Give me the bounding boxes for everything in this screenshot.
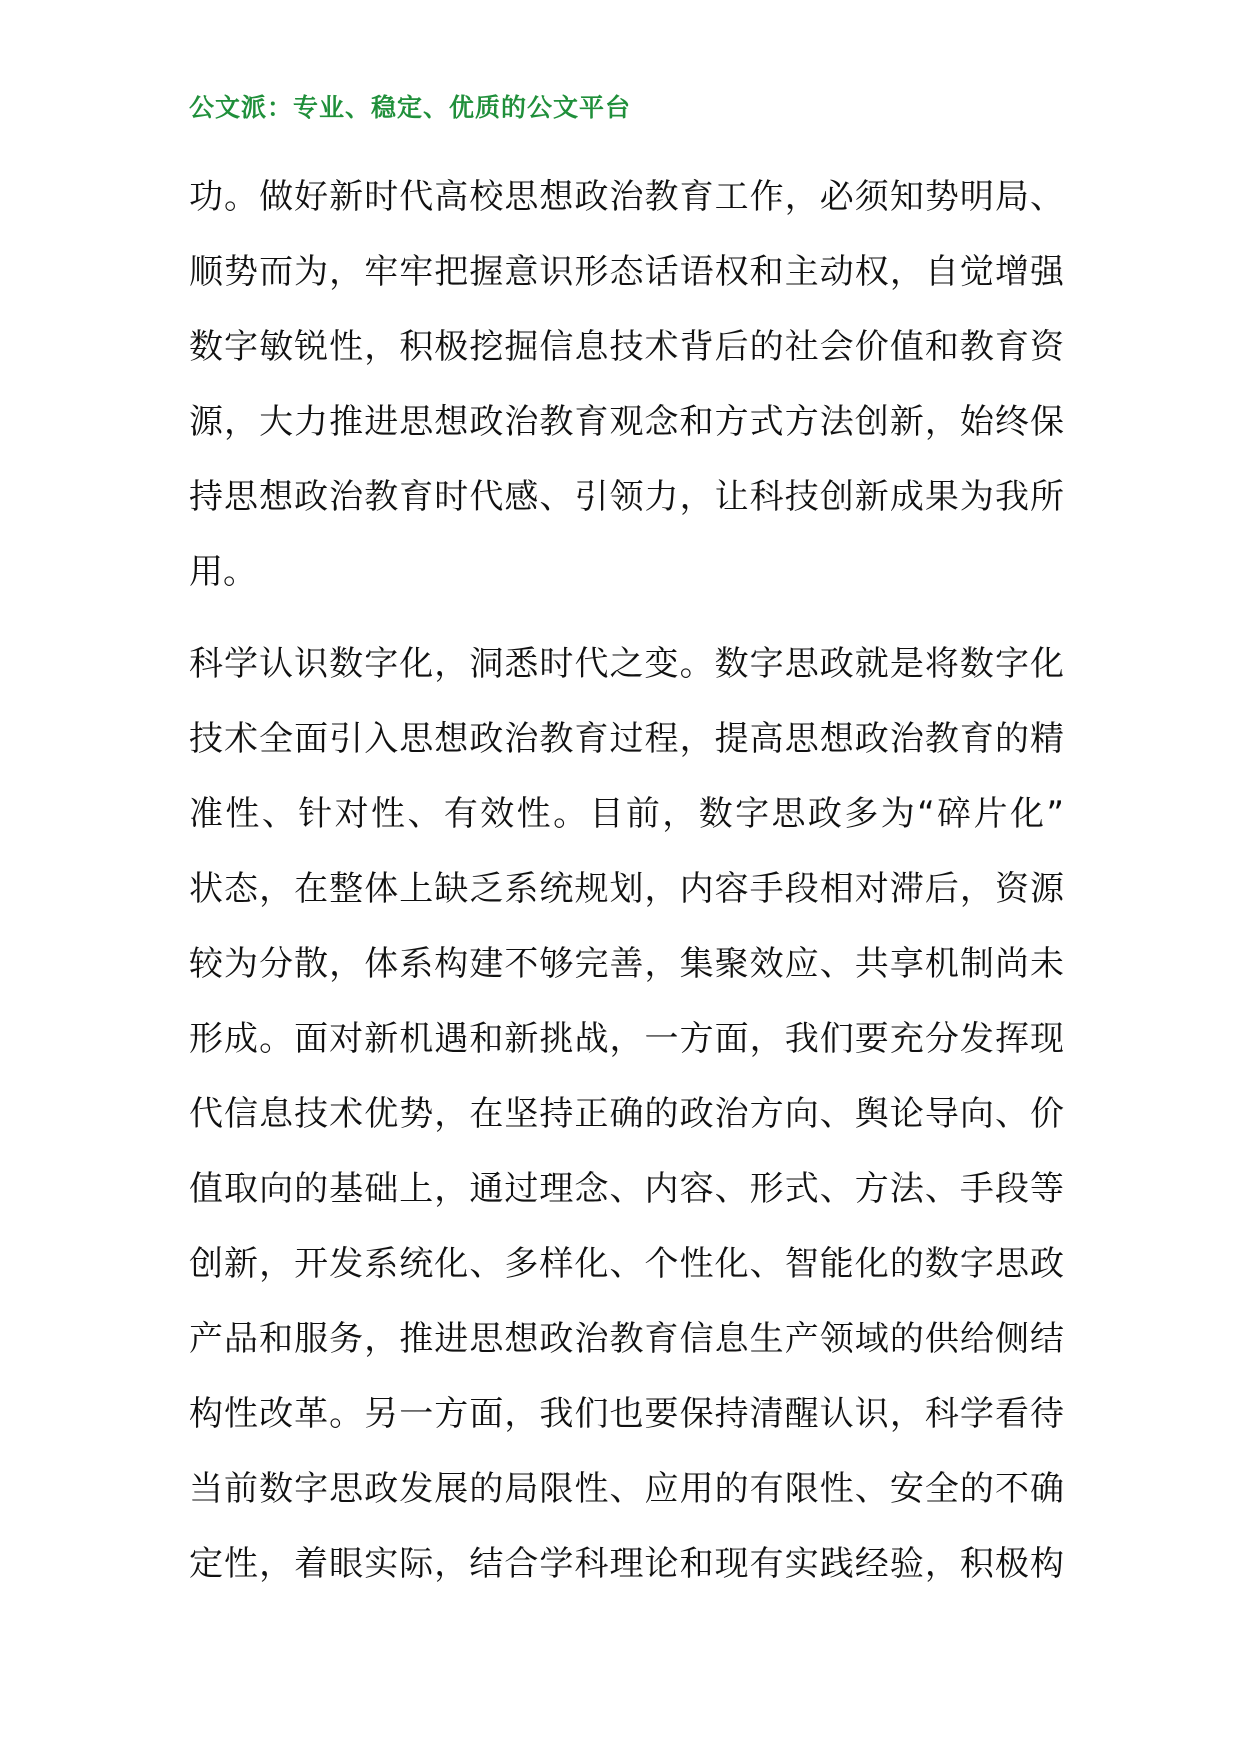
- text-line: 源，大力推进思想政治教育观念和方式方法创新，始终保: [189, 402, 1064, 442]
- text-line: 较为分散，体系构建不够完善，集聚效应、共享机制尚未: [189, 944, 1064, 984]
- paragraph-spacer: [189, 610, 1064, 627]
- text-line: 定性，着眼实际，结合学科理论和现有实践经验，积极构: [189, 1544, 1064, 1584]
- text-line: 技术全面引入思想政治教育过程，提高思想政治教育的精: [189, 719, 1064, 759]
- document-body: [189, 160, 1064, 1602]
- text-line: 状态，在整体上缺乏系统规划，内容手段相对滞后，资源: [189, 869, 1064, 909]
- text-line: 持思想政治教育时代感、引领力，让科技创新成果为我所: [189, 477, 1064, 517]
- text-line: 构性改革。另一方面，我们也要保持清醒认识，科学看待: [189, 1394, 1064, 1434]
- text-line: 代信息技术优势，在坚持正确的政治方向、舆论导向、价: [189, 1094, 1064, 1134]
- page-header: 公文派：专业、稳定、优质的公文平台: [189, 93, 632, 122]
- text-line: 准性、针对性、有效性。目前，数字思政多为“碎片化”: [189, 794, 1064, 834]
- text-line: 顺势而为，牢牢把握意识形态话语权和主动权，自觉增强: [189, 252, 1064, 292]
- paragraph: [189, 627, 1064, 1602]
- text-line: 用。: [189, 552, 257, 592]
- text-line: 形成。面对新机遇和新挑战，一方面，我们要充分发挥现: [189, 1019, 1064, 1059]
- text-line: 当前数字思政发展的局限性、应用的有限性、安全的不确: [189, 1469, 1064, 1509]
- text-line: 功。做好新时代高校思想政治教育工作，必须知势明局、: [189, 177, 1064, 217]
- paragraph: [189, 160, 1064, 610]
- text-line: 值取向的基础上，通过理念、内容、形式、方法、手段等: [189, 1169, 1064, 1209]
- text-line: 创新，开发系统化、多样化、个性化、智能化的数字思政: [189, 1244, 1064, 1284]
- text-line: 产品和服务，推进思想政治教育信息生产领域的供给侧结: [189, 1319, 1064, 1359]
- text-line: 科学认识数字化，洞悉时代之变。数字思政就是将数字化: [189, 644, 1064, 684]
- text-line: 数字敏锐性，积极挖掘信息技术背后的社会价值和教育资: [189, 327, 1064, 367]
